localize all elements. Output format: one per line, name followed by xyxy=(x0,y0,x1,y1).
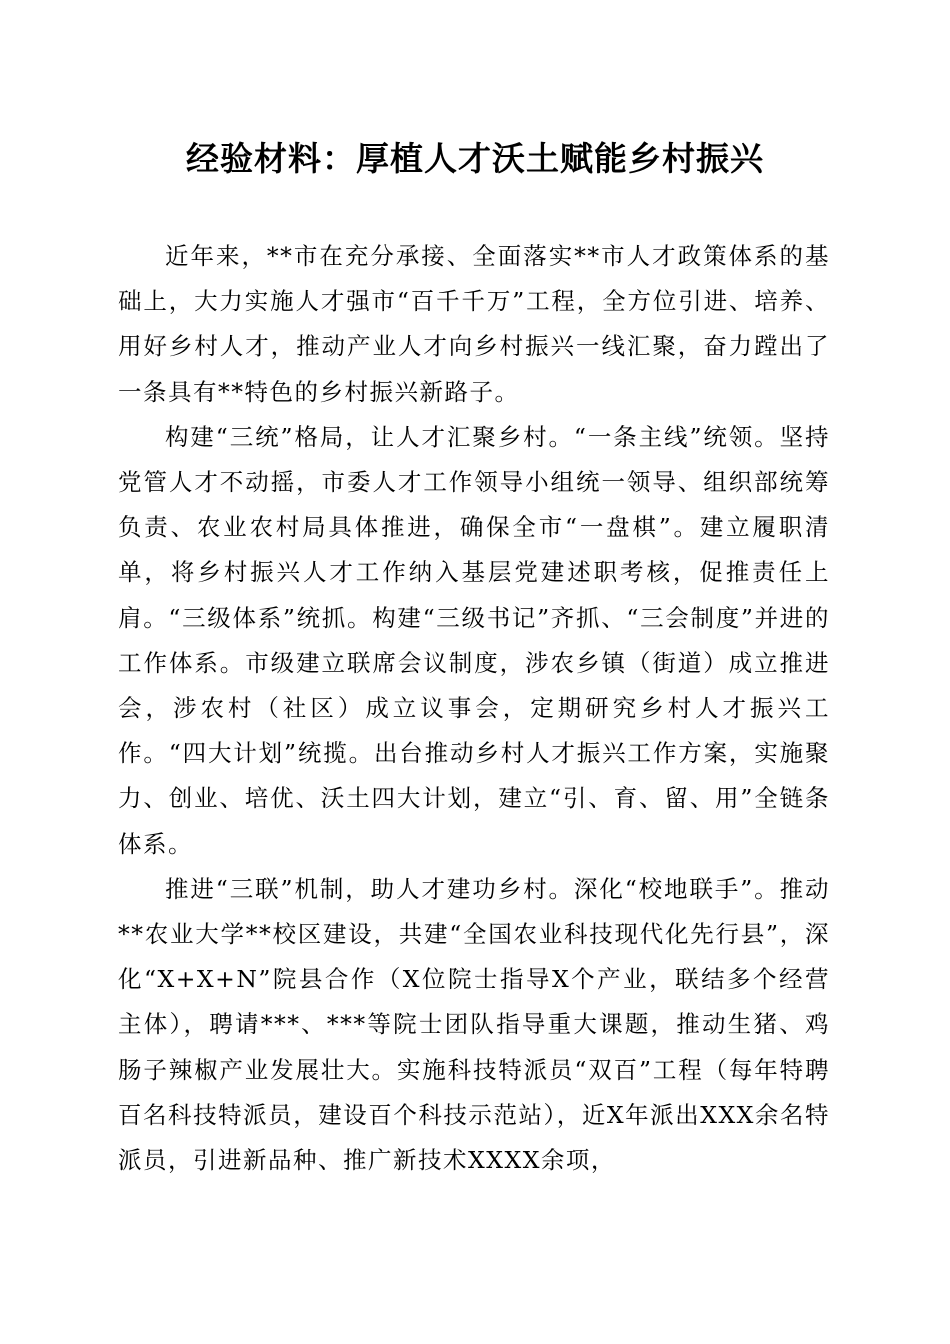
paragraph-san-tong: 构建“三统”格局，让人才汇聚乡村。“一条主线”统领。坚持党管人才不动摇，市委人才工作领导小组统一领导、组织部统筹负责、农业农村局具体推进，确保全市“一盘棋”。建立履职清单，将乡村振兴人才工作纳入基层党建述职考核，促推责任上肩。“三级体系”统抓。构建“三级书记”齐抓、“三会制度”并进的工作体系。市级建立联席会议制度，涉农乡镇（街道）成立推进会，涉农村（社区）成立议事会，定期研究乡村人才振兴工作。“四大计划”统揽。出台推动乡村人才振兴工作方案，实施聚力、创业、培优、沃土四大计划，建立“引、育、留、用”全链条体系。 xyxy=(118,422,830,858)
paragraph-san-lian: 推进“三联”机制，助人才建功乡村。深化“校地联手”。推动**农业大学**校区建设，共建“全国农业科技现代化先行县”，深化“X+X+N”院县合作（X位院士指导X个产业，联结多个经营主体），聘请***、***等院士团队指导重大课题，推动生猪、鸡肠子辣椒产业发展壮大。实施科技特派员“双百”工程（每年特聘百名科技特派员，建设百个科技示范站），近X年派出XXX余名特派员，引进新品种、推广新技术XXXX余项， xyxy=(118,874,830,1175)
document-body xyxy=(118,234,830,1183)
paragraph-intro: 近年来，**市在充分承接、全面落实**市人才政策体系的基础上，大力实施人才强市“百千千万”工程，全方位引进、培养、用好乡村人才，推动产业人才向乡村振兴一线汇聚，奋力蹚出了一条具有**特色的乡村振兴新路子。 xyxy=(118,242,830,406)
document-title: 经验材料：厚植人才沃土赋能乡村振兴 xyxy=(186,139,764,178)
